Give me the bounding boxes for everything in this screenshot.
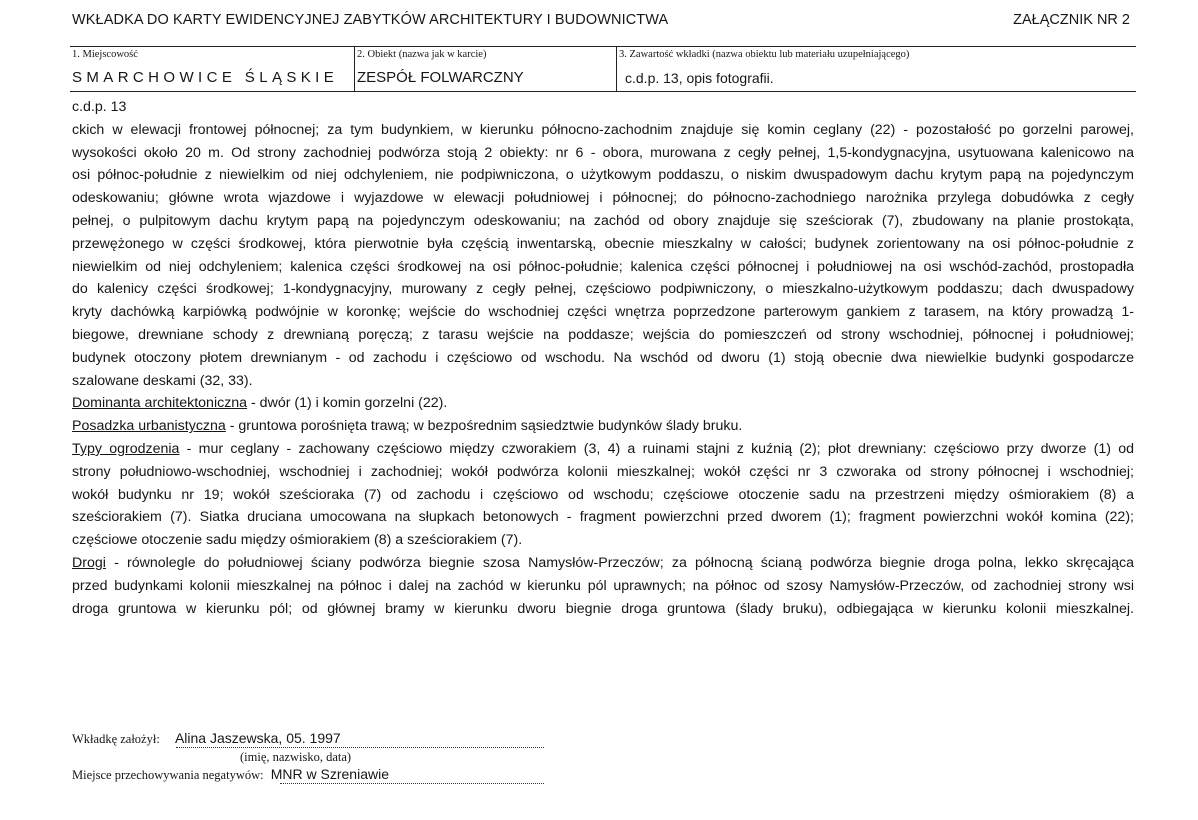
dominant-text: - dwór (1) i komin gorzelni (22). — [247, 395, 448, 412]
form-header-table — [70, 46, 1136, 92]
author-dotted-line — [176, 747, 544, 748]
floor-text: - gruntowa porośnięta trawą; w bezpośrednim sąsiedztwie budynków ślady bruku. — [225, 418, 743, 435]
fence-label: Typy ogrodzenia — [72, 440, 180, 457]
floor-paragraph — [72, 415, 1134, 438]
document-title: WKŁADKA DO KARTY EWIDENCYJNEJ ZABYTKÓW ARCHITEKTURY I BUDOWNICTWA — [72, 12, 669, 28]
roads-text: - równolegle do południowej ściany podwórza biegnie szosa Namysłów-Przeczów; za północną ścianą podwórza biegnie droga polna, lekko skręcająca — [105, 554, 1134, 571]
place-label: 1. Miejscowość — [72, 49, 138, 60]
place-value: SMARCHOWICE ŚLĄSKIE — [72, 69, 339, 86]
text-line: pełnej, o pulpitowym dachu krytym papą na pojedynczym odeskowaniu; na zachód od obory znajduje się sześciorak (7), zbudowany na planie prostokąta, — [72, 212, 1134, 229]
author-label: Wkładkę założył: — [72, 732, 160, 746]
dominant-label: Dominanta architektoniczna — [72, 395, 248, 412]
object-value: ZESPÓŁ FOLWARCZNY — [357, 69, 524, 86]
text-line: niewielkim od niej odchyleniem; kalenica części środkowej na osi północ-południe; kalenica części północnej i południowej na osi wschód-zachód, prostopadła — [72, 258, 1134, 275]
content-cell — [617, 47, 1136, 91]
storage-value: MNR w Szreniawie — [270, 766, 389, 782]
storage-row — [72, 766, 389, 783]
text-line: biegowe, drewniane schody z drewnianą poręczą; z tarasu wejście na poddasze; wejścia do pomieszczeń od strony wschodniej, północnej i południowej; — [72, 326, 1134, 343]
object-label: 2. Obiekt (nazwa jak w karcie) — [357, 49, 487, 60]
text-line: przewężonego w części środkowej, która pierwotnie była częścią inwentarską, obecnie mieszkalny w całości; budynek zorientowany na osi północ-południe z — [72, 235, 1134, 252]
description-body — [72, 96, 1134, 620]
roads-label: Drogi — [72, 554, 106, 571]
text-line: do kalenicy części środkowej; 1-kondygnacyjny, murowany z cegły pełnej, częściowo podpiwniczony, o mieszkalno-użytkowym poddaszu; dach dwuspadowy — [72, 281, 1134, 298]
fence-text: - mur ceglany - zachowany częściowo między czworakiem (3, 4) a ruinami stajni z kuźnią (2); płot drewniany: częściowo przy dworze (1) od — [179, 440, 1134, 457]
place-cell — [70, 47, 355, 91]
text-line: odeskowaniu; główne wrota wjazdowe i wyjazdowe w elewacji południowej i północnej; do północno-zachodniego narożnika przylega dobudówka z cegły — [72, 190, 1134, 207]
text-line: szalowane deskami (32, 33). — [72, 372, 253, 389]
storage-dotted-line — [280, 783, 544, 784]
continuation-marker: c.d.p. 13 — [72, 99, 127, 115]
content-label: 3. Zawartość wkładki (nazwa obiektu lub materiału uzupełniającego) — [619, 49, 910, 60]
fence-paragraph — [72, 438, 1134, 461]
text-line: droga gruntowa w kierunku pól; od głównej bramy w kierunku dworu biegnie droga gruntowa (ślady bruku), odbiegająca w kierunku kolonii mieszkalnej. — [72, 600, 1134, 617]
annex-number: ZAŁĄCZNIK NR 2 — [1013, 12, 1130, 28]
content-value: c.d.p. 13, opis fotografii. — [625, 70, 774, 86]
roads-paragraph — [72, 552, 1134, 575]
storage-label: Miejsce przechowywania negatywów: — [72, 768, 264, 782]
text-line: częściowe otoczenie sadu między ośmiorakiem (8) a sześciorakiem (7). — [72, 532, 523, 549]
author-hint: (imię, nazwisko, data) — [240, 750, 352, 764]
floor-label: Posadzka urbanistyczna — [72, 418, 226, 435]
author-value: Alina Jaszewska, 05. 1997 — [174, 730, 341, 746]
text-line: przed budynkami kolonii mieszkalnej na północ i dalej na zachód w kierunku pól uprawnych; na północ od szosy Namysłów-Przeczów, od zachodniej strony wsi — [72, 577, 1134, 594]
author-row — [72, 730, 341, 747]
text-line: osi północ-południe z niewielkim od niej odchyleniem, nie podpiwniczona, o użytkowym poddaszu, o niskim dwuspadowym dachu krytym papą na pojedynczym — [72, 167, 1134, 184]
text-line: ckich w elewacji frontowej północnej; za tym budynkiem, w kierunku północno-zachodnim znajduje się komin ceglany (22) - pozostałość po gorzelni parowej, — [72, 121, 1134, 138]
text-line: kryty dachówką karpiówką podwójnie w koronkę; wejście do wschodniej części wnętrza poprzedzone parterowym gankiem z tarasem, na który prowadzą 1- — [72, 304, 1134, 321]
text-line: wysokości około 20 m. Od strony zachodniej podwórza stoją 2 obiekty: nr 6 - obora, murowana z cegły pełnej, 1,5-kondygnacyjna, usytuowana kalenicowo na — [72, 144, 1134, 161]
dominant-paragraph — [72, 392, 1134, 415]
text-line: sześciorakiem (7). Siatka druciana umocowana na słupkach betonowych - fragment powierzchni przed dworem (1); fragment powierzchni wokół komina (22); — [72, 509, 1134, 526]
text-line: budynek otoczony płotem drewnianym - od zachodu i częściowo od wschodu. Na wschód od dworu (1) stoją obecnie dwa niewielkie budynki gospodarcze — [72, 349, 1134, 366]
object-cell — [355, 47, 617, 91]
text-line: strony południowo-wschodniej, wschodniej i zachodniej; wokół podwórza kolonii mieszkalnej; wokół części nr 3 czworaka od strony północnej i wschodniej; — [72, 463, 1134, 480]
text-line: wokół budynku nr 19; wokół sześcioraka (7) od zachodu i częściowo od wschodu; częściowe otoczenie sadu na przestrzeni między ośmiorakiem (8) a — [72, 486, 1134, 503]
